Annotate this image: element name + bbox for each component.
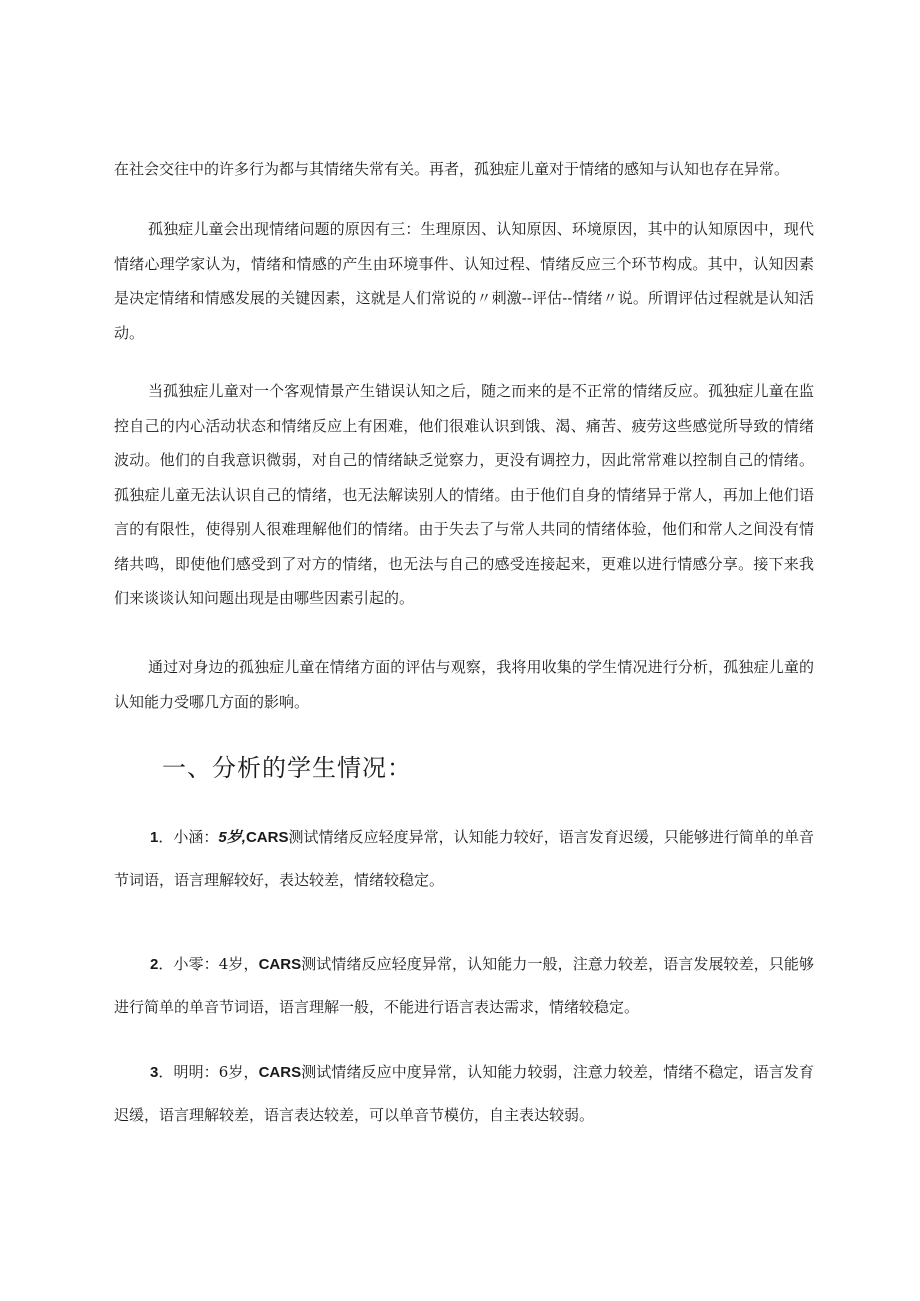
student-name: 明明： [173,1063,219,1081]
student-item-3 [114,1051,814,1137]
student-separator: ． [158,1063,174,1081]
student-age: 5岁, [218,829,246,846]
student-item-2 [114,943,814,1029]
student-name: 小零： [173,955,219,973]
student-separator: ． [158,955,174,973]
student-number: 3 [150,1064,159,1081]
paragraph-emotion-causes: 孤独症儿童会出现情绪问题的原因有三：生理原因、认知原因、环境原因，其中的认知原因中，现代情绪心理学家认为，情绪和情感的产生由环境事件、认知过程、情绪反应三个环节构成。其中，认知因素是决定情绪和情感发展的关键因素，这就是人们常说的〃刺激--评估--情绪〃说。所谓评估过程就是认知活动。 [114,220,814,342]
student-scale: CARS [258,1064,302,1081]
student-description: 测试情绪反应轻度异常，认知能力一般，注意力较差，语言发展较差，只能够进行简单的单音节词语，语言理解一般，不能进行语言表达需求，情绪较稳定。 [114,955,814,1016]
paragraph-assessment-intro: 通过对身边的孤独症儿童在情绪方面的评估与观察，我将用收集的学生情况进行分析，孤独症儿童的认知能力受哪几方面的影响。 [114,658,814,711]
student-number: 2 [150,956,159,973]
student-name: 小涵： [173,828,219,846]
section-heading: 一、分析的学生情况： [162,754,412,782]
student-item-1 [114,816,814,902]
student-number: 1 [150,829,159,846]
paragraph-emotion-reaction: 当孤独症儿童对一个客观情景产生错误认知之后，随之而来的是不正常的情绪反应。孤独症儿童在监控自己的内心活动状态和情绪反应上有困难，他们很难认识到饿、渴、痛苦、疲劳这些感觉所导致的情绪波动。他们的自我意识微弱，对自己的情绪缺乏觉察力，更没有调控力，因此常常难以控制自己的情绪。孤独症儿童无法认识自己的情绪，也无法解读别人的情绪。由于他们自身的情绪异于常人，再加上他们语言的有限性，使得别人很难理解他们的情绪。由于失去了与常人共同的情绪体验，他们和常人之间没有情绪共鸣，即使他们感受到了对方的情绪，也无法与自己的感受连接起来，更难以进行情感分享。接下来我们来谈谈认知问题出现是由哪些因素引起的。 [114,382,814,607]
student-description: 测试情绪反应中度异常，认知能力较弱，注意力较差，情绪不稳定，语言发育迟缓，语言理解较差，语言表达较差，可以单音节模仿，自主表达较弱。 [114,1063,814,1124]
paragraph-continuation: 在社会交往中的许多行为都与其情绪失常有关。再者，孤独症儿童对于情绪的感知与认知也存在异常。 [114,160,790,178]
student-age: 6岁， [218,1063,259,1081]
student-age: 4岁， [218,955,259,973]
student-separator: ． [158,828,174,846]
student-scale: CARS [258,956,302,973]
student-description: 测试情绪反应轻度异常，认知能力较好，语言发育迟缓，只能够进行简单的单音节词语，语言理解较好，表达较差，情绪较稳定。 [114,828,814,889]
student-scale: CARS [245,829,289,846]
